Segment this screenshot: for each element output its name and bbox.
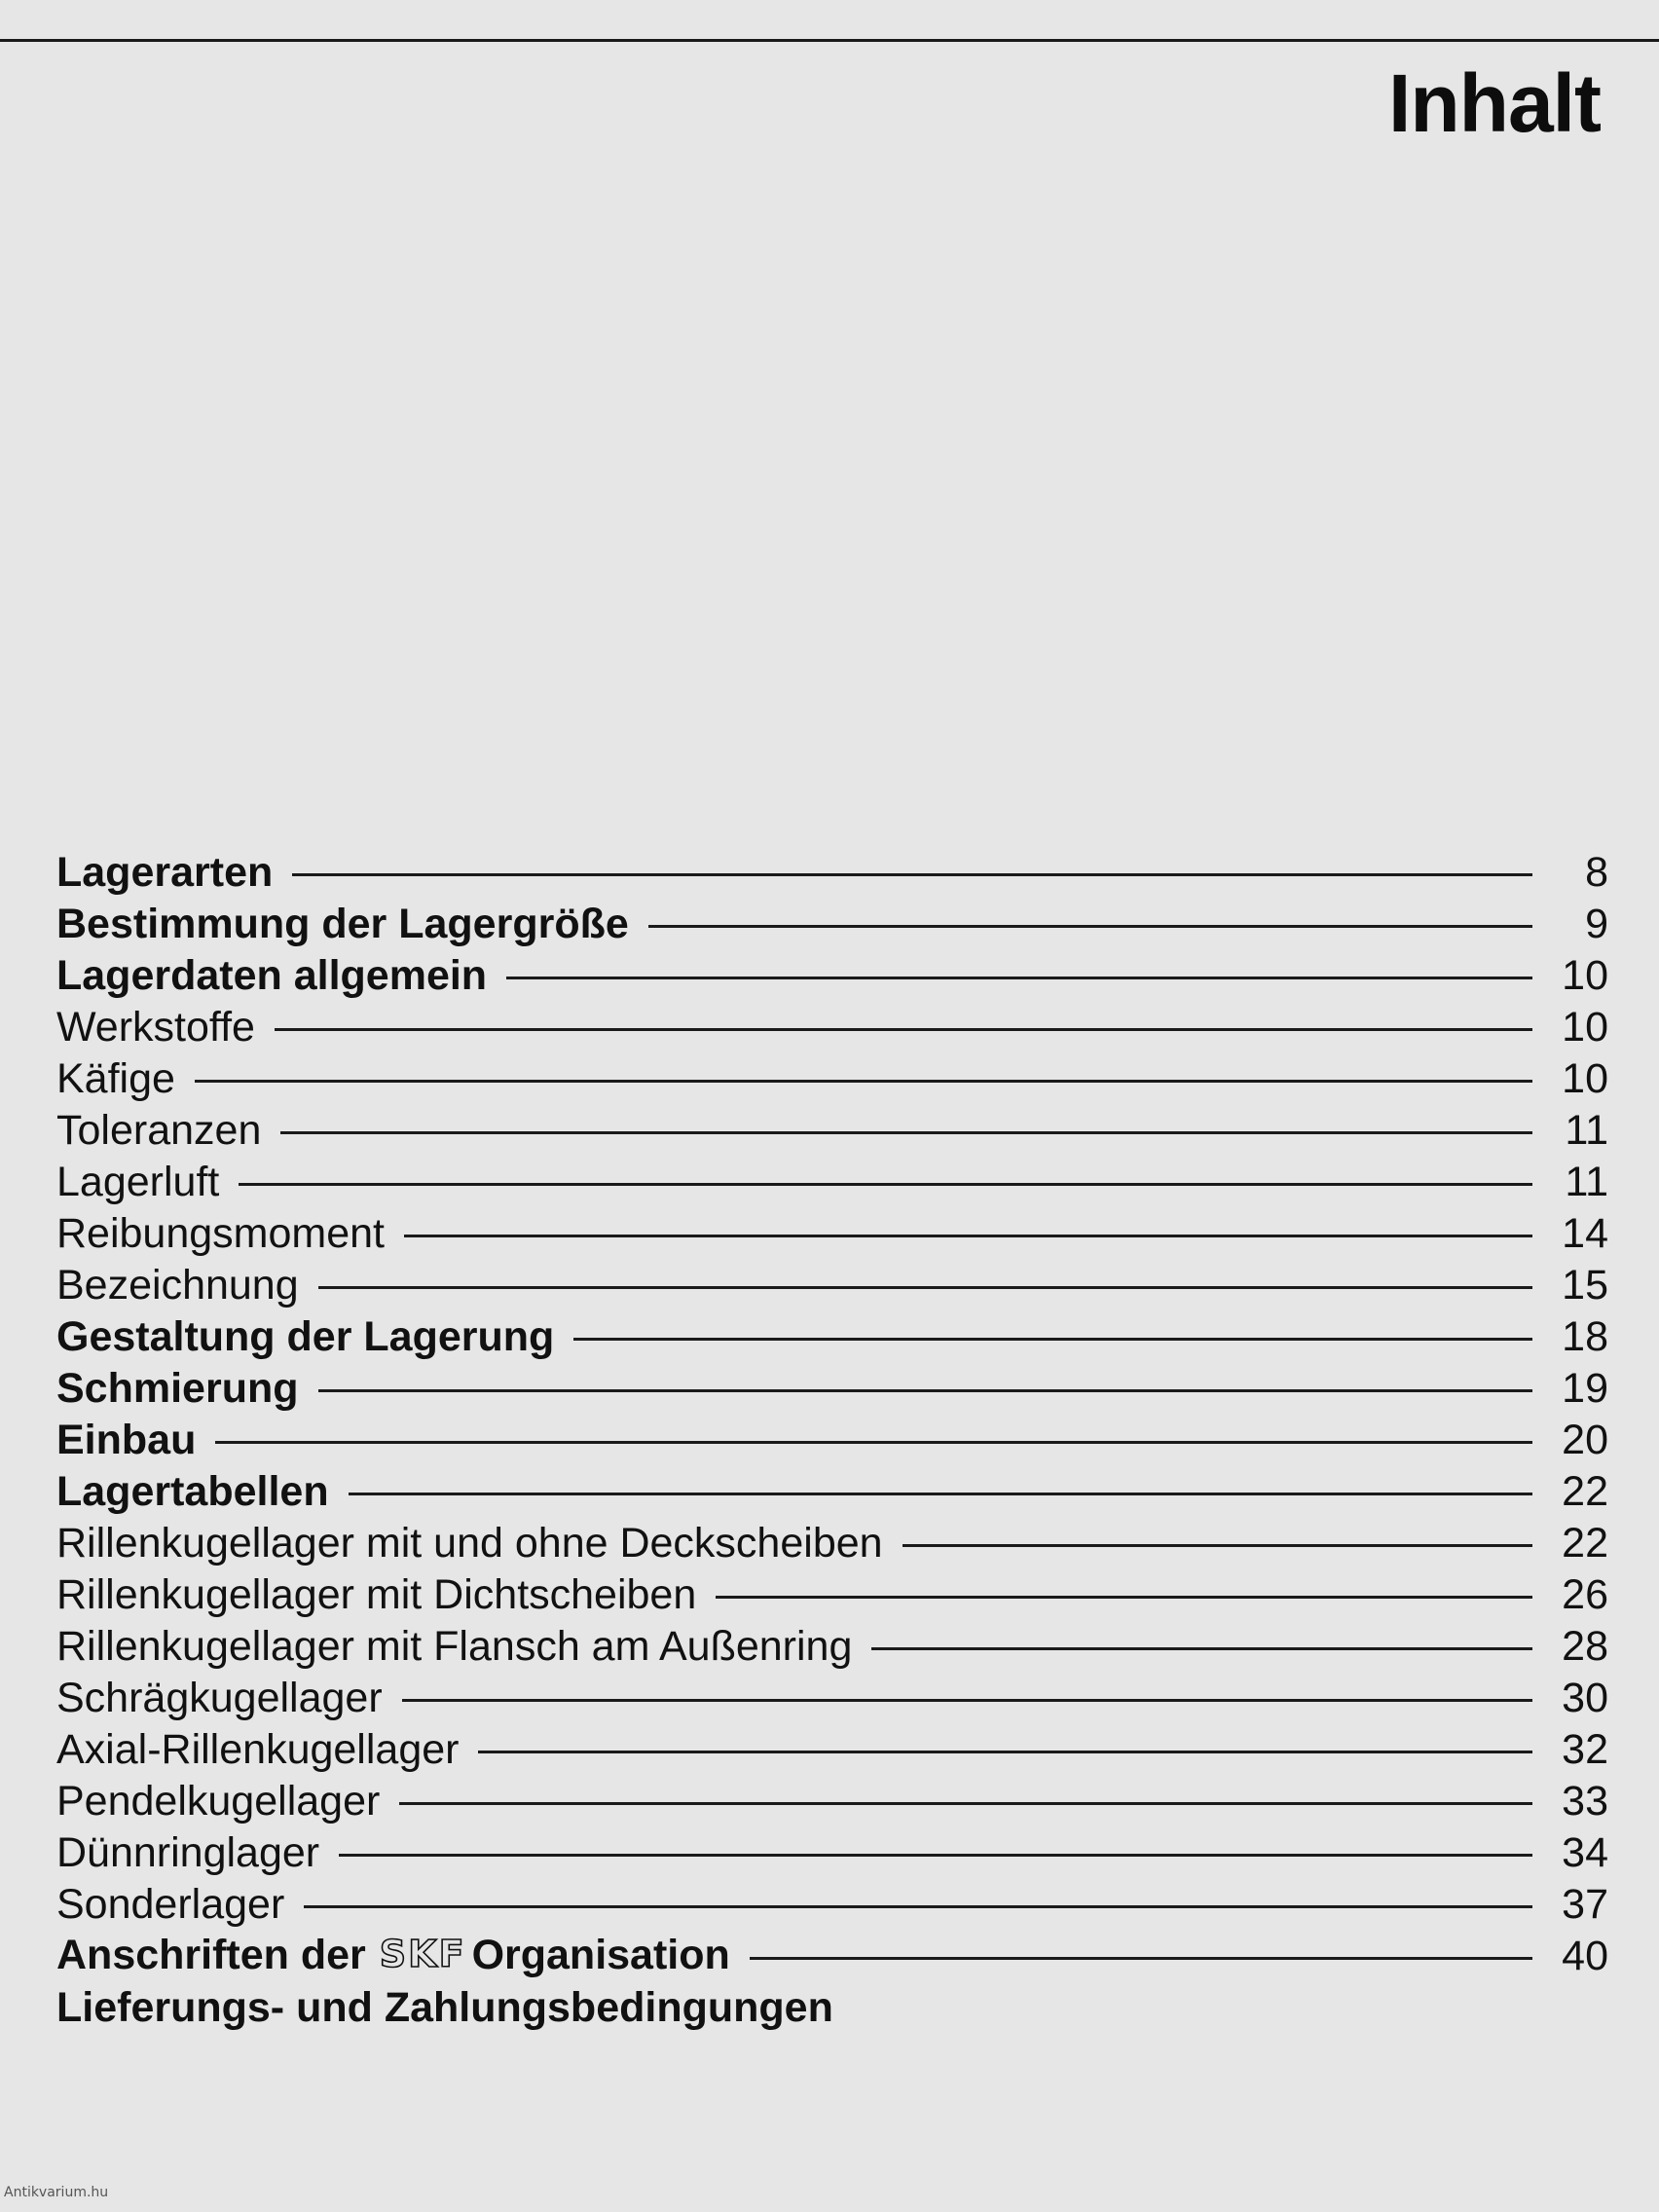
toc-entry[interactable] [56,847,1608,899]
toc-entry[interactable] [56,950,1608,1002]
toc-entry-label: Lagerluft [56,1159,220,1205]
dotted-leader [215,1441,1532,1444]
toc-entry-label: Dünnringlager [56,1829,320,1876]
toc-page-number: 18 [1562,1313,1608,1360]
toc-page-number: 10 [1562,1055,1608,1102]
toc-entry-label: Schrägkugellager [56,1675,383,1721]
dotted-leader [349,1493,1532,1495]
toc-entry-label: Sonderlager [56,1881,285,1928]
toc-entry[interactable] [56,1260,1608,1311]
toc-entry-label: Pendelkugellager [56,1778,381,1825]
dotted-leader [280,1131,1532,1134]
toc-entry[interactable] [56,1827,1608,1879]
toc-page-number: 10 [1562,1004,1608,1051]
toc-entry[interactable] [56,1053,1608,1105]
toc-entry[interactable] [56,1363,1608,1415]
toc-page-number: 14 [1562,1210,1608,1257]
toc-entry-label: Rillenkugellager mit und ohne Deckscheiben [56,1520,883,1567]
toc-entry-label: Rillenkugellager mit Flansch am Außenring [56,1623,853,1670]
dotted-leader [339,1854,1532,1857]
top-rule [0,39,1659,42]
toc-page-number: 33 [1562,1778,1608,1825]
toc-entry[interactable] [56,899,1608,950]
toc-page-number: 15 [1562,1262,1608,1309]
dotted-leader [195,1080,1532,1083]
toc-page-number: 30 [1562,1675,1608,1721]
table-of-contents [56,847,1608,2034]
toc-page-number: 28 [1562,1623,1608,1670]
dotted-leader [304,1905,1532,1908]
toc-entry[interactable] [56,1466,1608,1518]
toc-entry[interactable] [56,1569,1608,1621]
toc-page-number: 22 [1562,1468,1608,1515]
toc-entry[interactable] [56,1157,1608,1208]
dotted-leader [716,1596,1532,1599]
dotted-leader [318,1389,1533,1392]
toc-page-number: 9 [1585,901,1608,947]
toc-page-number: 11 [1565,1159,1608,1205]
skf-logo: SKF [379,1933,466,1976]
page-title: Inhalt [1388,57,1601,149]
toc-entry-label: Reibungsmoment [56,1210,386,1257]
toc-page-number: 34 [1562,1829,1608,1876]
toc-entry[interactable] [56,1105,1608,1157]
toc-entry[interactable] [56,1776,1608,1827]
toc-entry[interactable] [56,1002,1608,1053]
toc-entry-label: Bestimmung der Lagergröße [56,901,629,947]
toc-entry-anschriften[interactable] [56,1931,1608,1982]
toc-page-number: 40 [1562,1933,1608,1979]
dotted-leader [318,1286,1532,1289]
toc-entry[interactable] [56,1208,1608,1260]
dotted-leader [871,1647,1532,1650]
toc-page-number: 20 [1562,1417,1608,1463]
toc-page-number: 19 [1562,1365,1608,1412]
toc-entry-label: Axial-Rillenkugellager [56,1726,460,1773]
toc-entry-label: Bezeichnung [56,1262,299,1309]
toc-entry-label: Schmierung [56,1365,299,1412]
toc-entry-label: Werkstoffe [56,1004,255,1051]
toc-entry-label: Lieferungs- und Zahlungsbedingungen [56,1984,833,2031]
toc-entry-label: Toleranzen [56,1107,262,1154]
toc-page-number: 22 [1562,1520,1608,1567]
toc-entry-lieferung[interactable] [56,1982,1608,2034]
toc-page-number: 37 [1562,1881,1608,1928]
dotted-leader [404,1235,1532,1237]
toc-page-number: 32 [1562,1726,1608,1773]
toc-page-number: 26 [1562,1571,1608,1618]
dotted-leader [750,1957,1532,1960]
toc-entry-label: Lagertabellen [56,1468,329,1515]
dotted-leader [573,1338,1532,1341]
toc-entry[interactable] [56,1311,1608,1363]
toc-entry-label: Rillenkugellager mit Dichtscheiben [56,1571,697,1618]
toc-entry[interactable] [56,1673,1608,1724]
toc-entry-label: Lagerdaten allgemein [56,952,488,999]
dotted-leader [648,925,1532,928]
toc-entry-label: Käfige [56,1055,175,1102]
anschriften-suffix: Organisation [471,1931,730,1978]
anschriften-prefix: Anschriften der [56,1931,366,1978]
toc-entry-label [56,1930,750,1983]
toc-entry[interactable] [56,1724,1608,1776]
dotted-leader [275,1028,1532,1031]
toc-entry[interactable] [56,1879,1608,1931]
dotted-leader [292,873,1532,876]
toc-entry-label: Einbau [56,1417,197,1463]
toc-entry[interactable] [56,1518,1608,1569]
toc-page-number: 8 [1585,849,1608,896]
dotted-leader [903,1544,1532,1547]
toc-entry[interactable] [56,1621,1608,1673]
dotted-leader [399,1802,1532,1805]
toc-page-number: 11 [1565,1107,1608,1154]
toc-page-number: 10 [1562,952,1608,999]
dotted-leader [239,1183,1532,1186]
dotted-leader [506,977,1532,979]
watermark: Antikvarium.hu [4,2185,109,2200]
toc-entry[interactable] [56,1415,1608,1466]
toc-entry-label: Gestaltung der Lagerung [56,1313,555,1360]
dotted-leader [478,1751,1532,1753]
dotted-leader [402,1699,1532,1702]
toc-entry-label: Lagerarten [56,849,274,896]
